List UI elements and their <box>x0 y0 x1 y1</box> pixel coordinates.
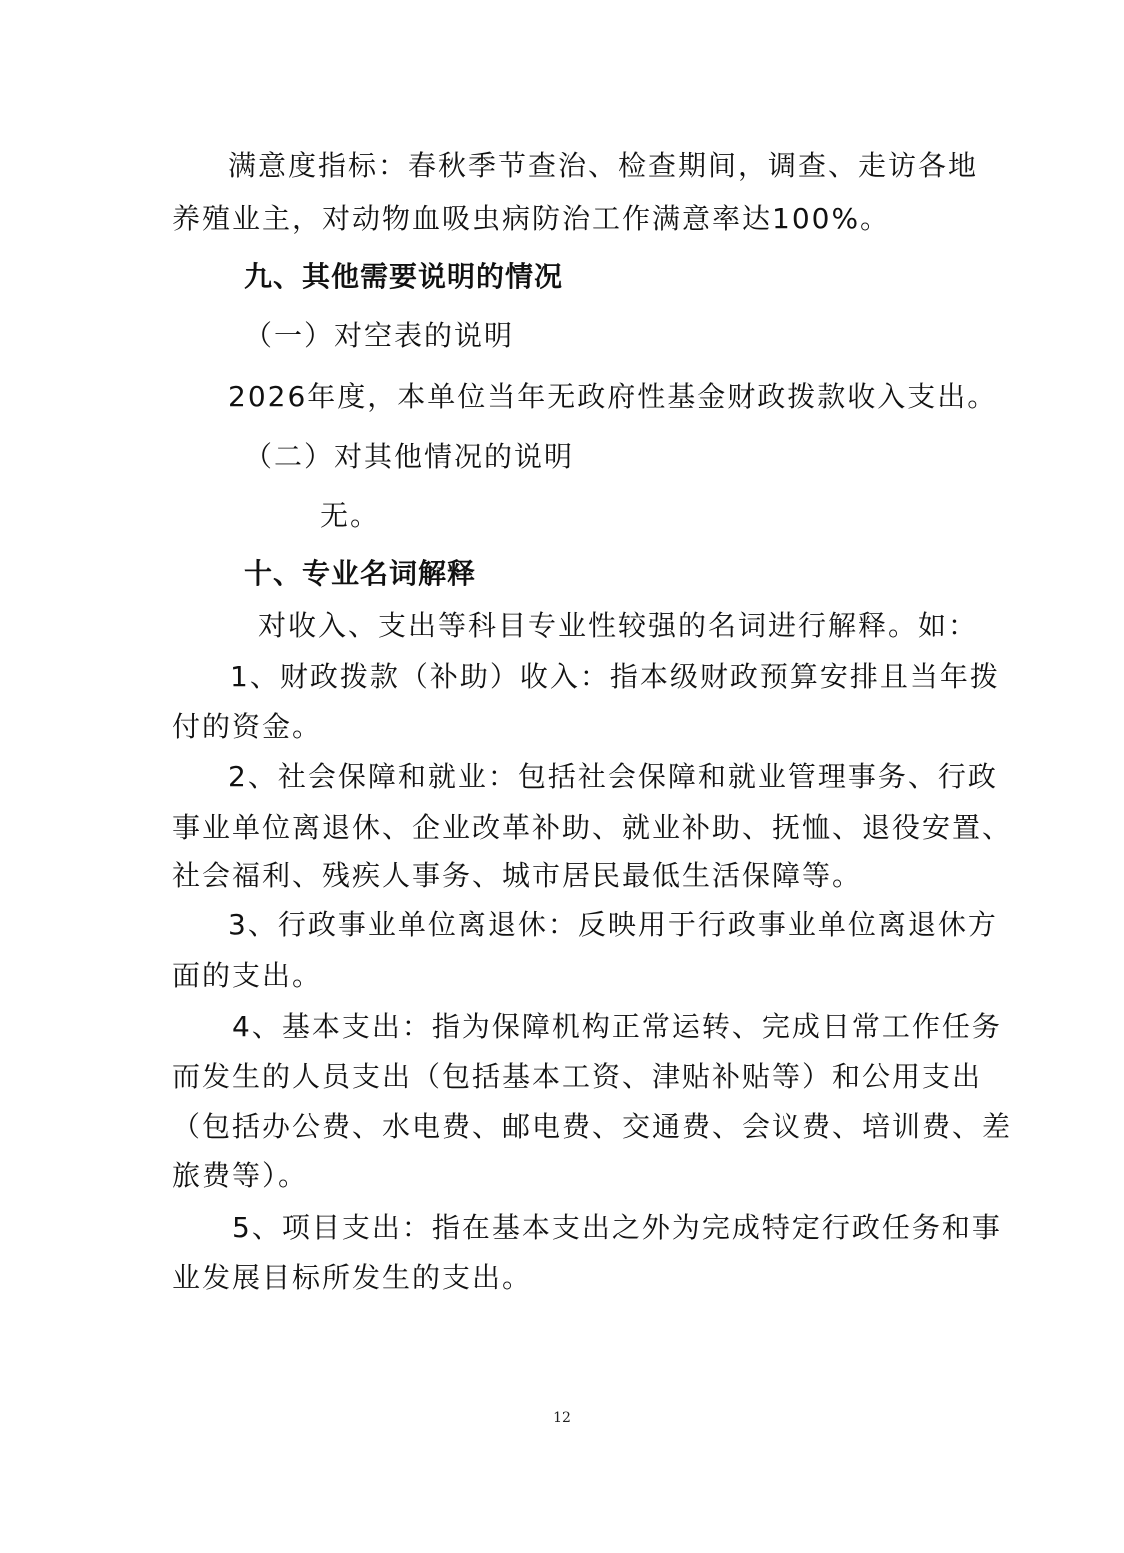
empty-table-note: 2026年度，本单位当年无政府性基金财政拨款收入支出。 <box>228 380 998 413</box>
section-9-subheading-2: （二）对其他情况的说明 <box>244 440 575 473</box>
term-5-line-2: 业发展目标所发生的支出。 <box>172 1261 533 1294</box>
satisfaction-paragraph-line-1: 满意度指标：春秋季节查治、检查期间，调查、走访各地 <box>228 149 979 182</box>
term-4-line-3: （包括办公费、水电费、邮电费、交通费、会议费、培训费、差 <box>172 1110 1013 1143</box>
term-3-line-1: 3、行政事业单位离退休：反映用于行政事业单位离退休方 <box>228 908 998 941</box>
section-9-heading: 九、其他需要说明的情况 <box>244 260 564 293</box>
term-3-line-2: 面的支出。 <box>172 959 323 992</box>
section-9-subheading-1: （一）对空表的说明 <box>244 319 515 352</box>
terms-intro: 对收入、支出等科目专业性较强的名词进行解释。如： <box>258 609 979 642</box>
term-4-line-1: 4、基本支出：指为保障机构正常运转、完成日常工作任务 <box>232 1010 1002 1043</box>
page-number: 12 <box>553 1410 571 1426</box>
satisfaction-paragraph-line-2: 养殖业主，对动物血吸虫病防治工作满意率达100%。 <box>172 202 891 235</box>
term-5-line-1: 5、项目支出：指在基本支出之外为完成特定行政任务和事 <box>232 1211 1002 1244</box>
term-2-line-2: 事业单位离退休、企业改革补助、就业补助、抚恤、退役安置、 <box>172 811 1013 844</box>
term-4-line-2: 而发生的人员支出（包括基本工资、津贴补贴等）和公用支出 <box>172 1060 983 1093</box>
term-1-line-1: 1、财政拨款（补助）收入：指本级财政预算安排且当年拨 <box>230 660 1000 693</box>
term-4-line-4: 旅费等）。 <box>172 1159 309 1192</box>
term-2-line-3: 社会福利、残疾人事务、城市居民最低生活保障等。 <box>172 859 863 892</box>
term-2-line-1: 2、社会保障和就业：包括社会保障和就业管理事务、行政 <box>228 760 998 793</box>
term-1-line-2: 付的资金。 <box>172 710 323 743</box>
section-10-heading: 十、专业名词解释 <box>244 557 477 590</box>
other-info-note: 无。 <box>320 499 381 532</box>
